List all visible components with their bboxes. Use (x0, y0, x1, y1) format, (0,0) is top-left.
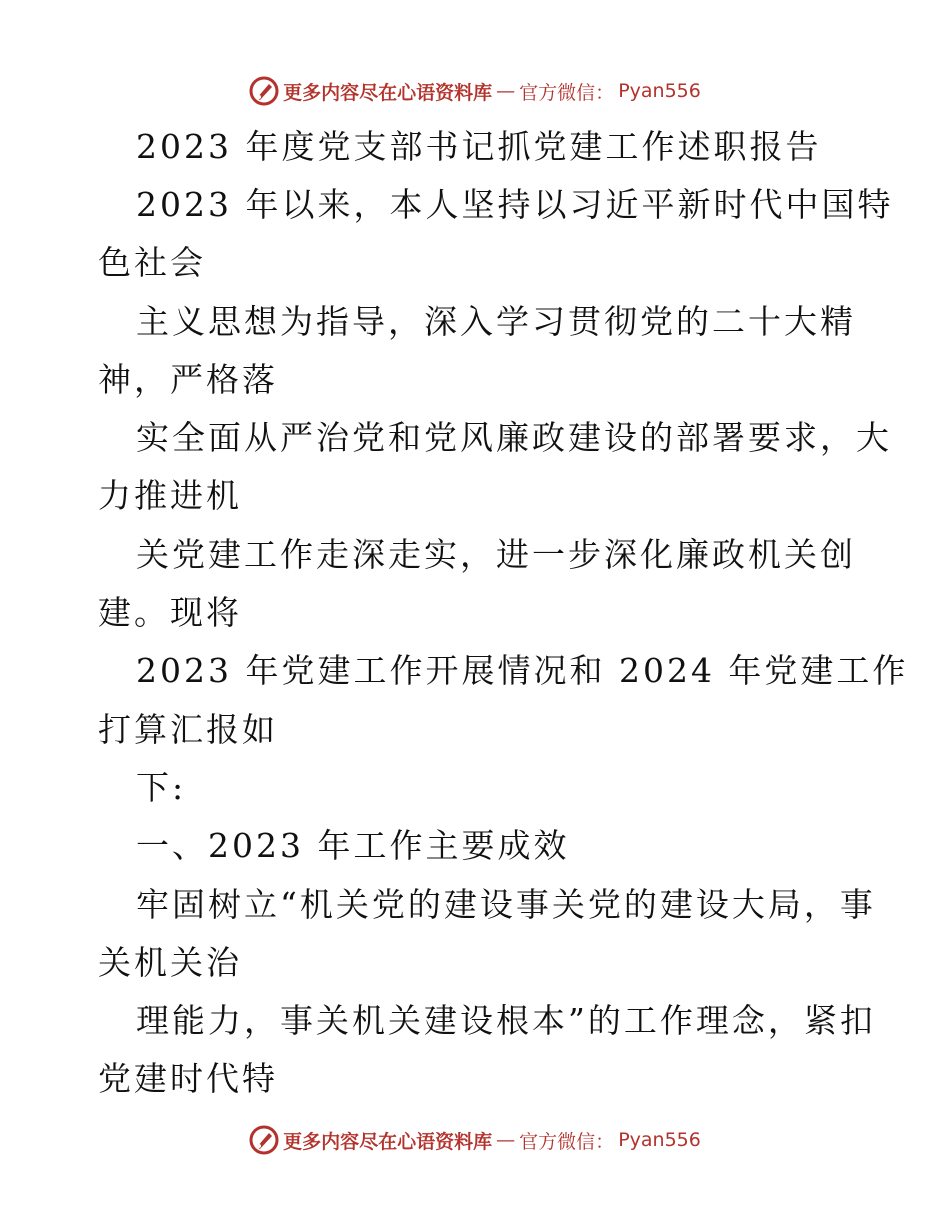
watermark-text: 更多内容尽在心语资料库 (283, 1130, 493, 1153)
paragraph-line: 牢固树立“机关党的建设事关党的建设大局，事 (136, 885, 876, 924)
paragraph-line: 实全面从严治党和党风廉政建设的部署要求，大 (136, 418, 892, 457)
paragraph-line: 主义思想为指导，深入学习贯彻党的二十大精 (136, 302, 856, 341)
watermark-contact-id: Pyan556 (618, 1129, 701, 1151)
pen-circle-icon (249, 1125, 279, 1155)
watermark-text: 更多内容尽在心语资料库 (283, 81, 493, 104)
watermark-separator: — (496, 1129, 516, 1151)
paragraph-line: 2023 年以来，本人坚持以习近平新时代中国特 (136, 185, 894, 224)
watermark-contact-id: Pyan556 (618, 80, 701, 102)
paragraph-line: 打算汇报如 (98, 710, 278, 749)
paragraph-line: 党建时代特 (98, 1059, 278, 1098)
paragraph-line: 关党建工作走深走实，进一步深化廉政机关创 (136, 535, 856, 574)
pen-circle-icon (249, 76, 279, 106)
watermark-contact-label: 官方微信： (519, 81, 615, 104)
paragraph-line: 2023 年党建工作开展情况和 2024 年党建工作 (136, 651, 909, 690)
paragraph-line: 理能力，事关机关建设根本”的工作理念，紧扣 (136, 1001, 876, 1040)
watermark-separator: — (496, 80, 516, 102)
paragraph-line: 神，严格落 (98, 360, 278, 399)
paragraph-line: 力推进机 (98, 476, 242, 515)
watermark-contact-label: 官方微信： (519, 1130, 615, 1153)
document-title: 2023 年度党支部书记抓党建工作述职报告 (136, 127, 822, 166)
footer-watermark (0, 1120, 950, 1160)
section-heading: 一、2023 年工作主要成效 (136, 826, 570, 865)
paragraph-line: 建。现将 (98, 593, 242, 632)
paragraph-line: 色社会 (98, 243, 206, 282)
paragraph-line: 下: (136, 768, 187, 807)
paragraph-line: 关机关治 (98, 943, 242, 982)
header-watermark (0, 71, 950, 111)
